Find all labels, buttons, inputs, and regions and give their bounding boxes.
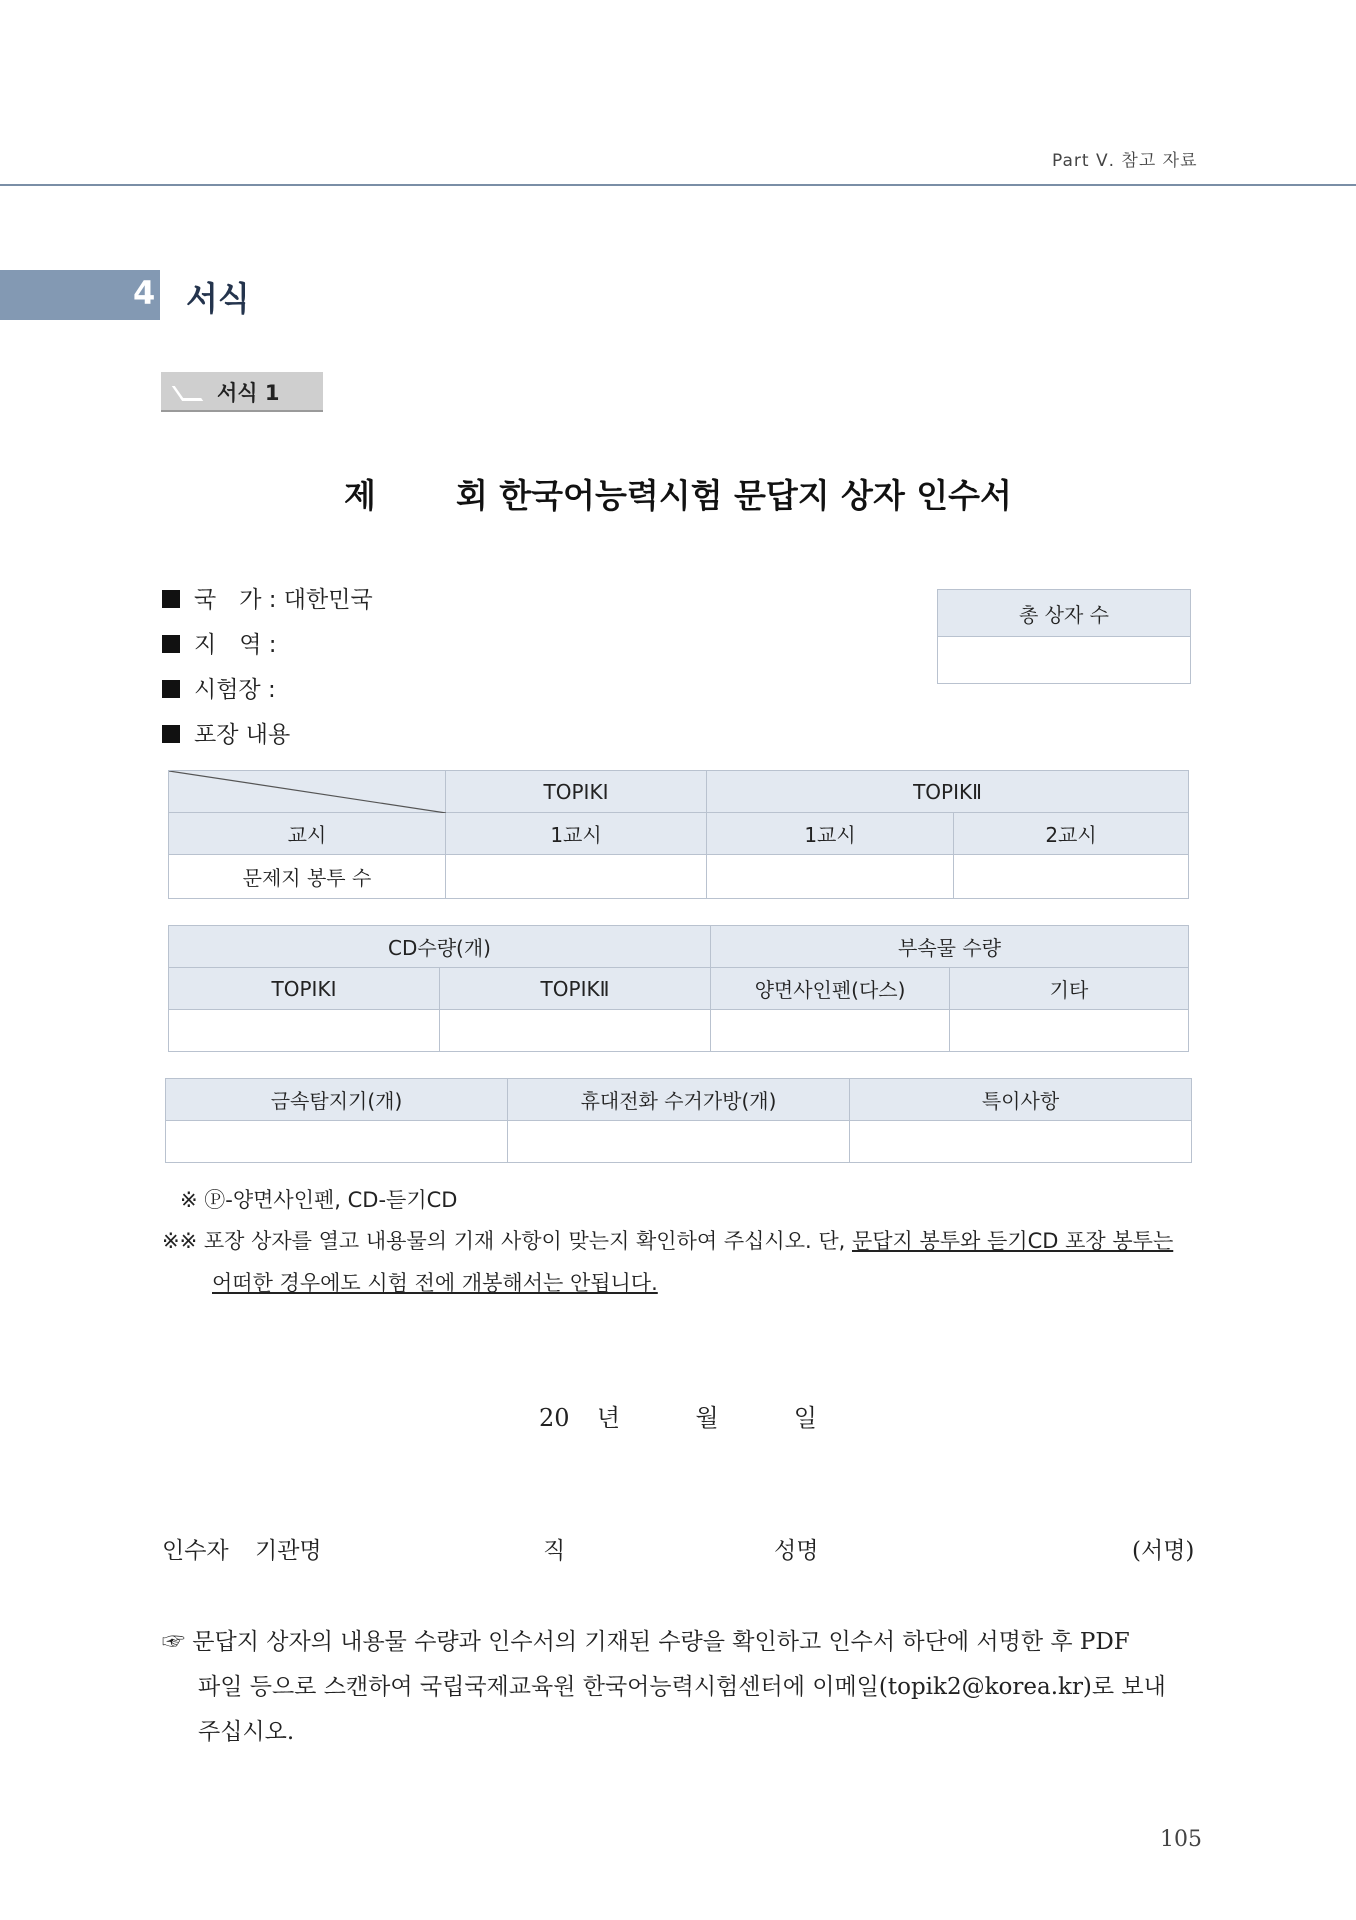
phone-bag-input[interactable] [508,1121,850,1163]
form-tab [161,372,323,412]
cell-topik1-period1: 1교시 [446,813,707,855]
receiver-label: 인수자 [162,1538,229,1564]
pen-label: 양면사인펜(다스) [711,968,950,1010]
bullet-square-icon [162,590,180,608]
submission-instructions [162,1620,1192,1755]
note-warning-underlined: 문답지 봉투와 듣기CD 포장 봉투는 [851,1229,1174,1253]
page-number: 105 [1160,1827,1202,1852]
corner-arrow-icon [172,386,204,401]
cd-topik2-input[interactable] [440,1010,711,1052]
instruction-line: ☞ 문답지 상자의 내용물 수량과 인수서의 기재된 수량을 확인하고 인수서 하단에 서명한 후 PDF [162,1629,1130,1655]
date-line [0,1398,1356,1433]
section-number: 4 [133,274,156,312]
col-topik1: TOPIKⅠ [446,771,707,813]
pen-input[interactable] [711,1010,950,1052]
cd-topik2-label: TOPIKⅡ [440,968,711,1010]
envelope-input-topik2-p1[interactable] [707,855,954,899]
bullet-square-icon [162,680,180,698]
info-test-site [162,671,276,704]
note-warning-continued: 어떠한 경우에도 시험 전에 개봉해서는 안됩니다. [212,1271,658,1295]
organization-label: 기관명 [255,1538,322,1564]
note-instructions [162,1225,1192,1255]
cd-accessory-table [168,925,1189,1052]
header-divider [0,184,1356,186]
etc-input[interactable] [950,1010,1189,1052]
document-title [0,470,1356,517]
row-envelope-label: 문제지 봉투 수 [169,855,446,899]
info-label: 시험장 : [194,677,276,703]
remarks-input[interactable] [850,1121,1192,1163]
packing-table [168,770,1189,899]
info-packing [162,716,290,749]
section-title: 서식 [186,279,250,318]
accessory-qty-header: 부속물 수량 [711,926,1189,968]
diagonal-line [169,771,446,813]
info-region [162,626,277,659]
cell-topik2-period1: 1교시 [707,813,954,855]
info-country [162,581,373,614]
date-year: 20 [539,1404,570,1432]
metal-detector-header: 금속탐지기(개) [166,1079,508,1121]
name-label: 성명 [774,1538,819,1564]
diagonal-cell [169,771,446,813]
date-month-label: 월 [695,1404,719,1432]
instruction-line: 주십시오. [198,1719,295,1745]
position-label: 직 [543,1538,566,1564]
equipment-table [165,1078,1192,1163]
info-label: 지 역 : [194,632,277,658]
etc-label: 기타 [950,968,1189,1010]
total-box-table [937,589,1191,684]
bullet-square-icon [162,725,180,743]
col-topik2: TOPIKⅡ [707,771,1189,813]
envelope-input-topik1-p1[interactable] [446,855,707,899]
running-header: Part Ⅴ. 참고 자료 [1052,151,1198,171]
form-tab-label: 서식 1 [217,381,280,405]
info-label: 포장 내용 [194,722,291,748]
cell-topik2-period2: 2교시 [954,813,1189,855]
remarks-header: 특이사항 [850,1079,1192,1121]
info-label: 국 가 : 대한민국 [194,587,373,613]
metal-detector-input[interactable] [166,1121,508,1163]
date-day-label: 일 [793,1404,817,1432]
bullet-square-icon [162,635,180,653]
envelope-input-topik2-p2[interactable] [954,855,1189,899]
note-instructions-text: ※※ 포장 상자를 열고 내용물의 기재 사항이 맞는지 확인하여 주십시오. 단, [162,1229,852,1253]
signature-label: (서명) [1132,1538,1195,1564]
phone-bag-header: 휴대전화 수거가방(개) [508,1079,850,1121]
instruction-line: 파일 등으로 스캔하여 국립국제교육원 한국어능력시험센터에 이메일(topik2@korea.kr)로 보내 [198,1674,1166,1700]
cd-topik1-label: TOPIKⅠ [169,968,440,1010]
date-year-label: 년 [596,1404,621,1432]
cd-qty-header: CD수량(개) [169,926,711,968]
cd-topik1-input[interactable] [169,1010,440,1052]
total-box-header: 총 상자 수 [938,590,1191,637]
title-rest: 회 한국어능력시험 문답지 상자 인수서 [455,476,1012,515]
row-period-label: 교시 [169,813,446,855]
note-abbreviations: ※ Ⓟ-양면사인펜, CD-듣기CD [180,1188,458,1212]
total-box-value[interactable] [938,637,1191,684]
title-prefix: 제 [344,476,376,515]
